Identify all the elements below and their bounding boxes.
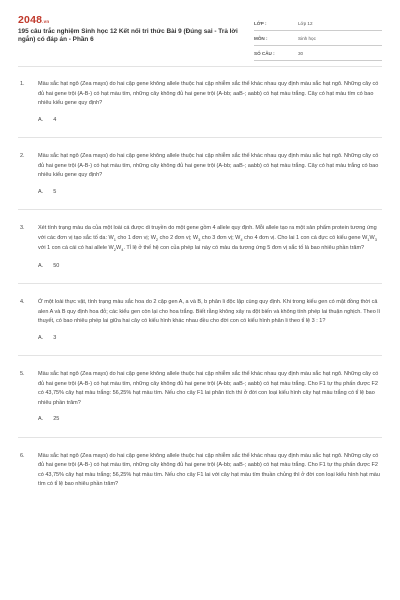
question-answer (38, 262, 382, 272)
meta-row-count (254, 48, 382, 61)
header (18, 8, 382, 60)
answer-label: A. (38, 262, 44, 269)
meta-row-grade (254, 18, 382, 31)
question-answer (38, 334, 382, 344)
document-title: 195 câu trắc nghiệm Sinh học 12 Kết nối tri thức Bài 9 (Đúng sai - Trả lời ngắn) có đáp án - Phần 6 (18, 28, 238, 44)
question-number: 1. (20, 81, 25, 87)
meta-value: Sinh học (298, 36, 316, 41)
question-list (18, 80, 382, 490)
question-text: Ở một loài thực vật, tính trạng màu sắc hoa do 2 cặp gen A, a và B, b phân li độc lập cùng quy định. Khi trong kiểu gen có mặt đồng thời cả alen A và B quy định hoa đỏ; các kiểu gen còn lại cho hoa trắng. Biết rằng không xảy ra đột biến và không tính phép lai thuận nghịch. Theo lí thuyết, có bao nhiêu phép lai giữa hai cây có kiểu hình khác nhau đều cho đời con có kiểu hình phân li theo tỉ lệ 3 : 1? (38, 299, 381, 325)
question-number: 4. (20, 299, 25, 306)
question-item (18, 298, 382, 343)
answer-label: A. (38, 334, 44, 341)
question-item (18, 80, 382, 125)
question-answer (38, 188, 382, 198)
meta-row-subject (254, 33, 382, 46)
question-text: Màu sắc hạt ngô (Zea mays) do hai cặp gene không allele thuộc hai cặp nhiễm sắc thể khác nhau quy định màu sắc hạt ngô. Những cây có đủ hai gene trội (A-B-) có hạt màu tím, những cây không đủ hai gene trội (A-bb; aaB-; aabb) có hạt màu trắng. Cho F1 tự thụ phấn được F2 có 43,75% cây hạt màu trắng: 56,25% hạt màu tím. Nếu cho cây F1 lai phân tích thì ở đời con loại kiểu hình cây hạt màu trắng có tỉ lệ bao nhiêu phần trăm? (38, 371, 379, 406)
answer-label: A. (38, 116, 44, 123)
answer-label: A. (38, 188, 44, 195)
question-divider (18, 283, 382, 284)
question-item (18, 152, 382, 197)
site-logo[interactable]: 2048.vn (18, 14, 50, 26)
question-divider (18, 209, 382, 210)
answer-label: A. (38, 416, 44, 423)
question-divider (18, 137, 382, 138)
question-answer (38, 116, 382, 126)
meta-value: Lớp 12 (298, 21, 313, 26)
meta-value: 30 (298, 51, 304, 56)
question-number: 5. (20, 371, 25, 378)
question-text: Màu sắc hạt ngô (Zea mays) do hai cặp gene không allele thuộc hai cặp nhiễm sắc thể khác nhau quy định màu sắc hạt ngô. Những cây có đủ hai gene trội (A-B-) có hạt màu tím, những cây không đủ hai gene trội (A-bb; aaB-; aabb) có hạt màu trắng. Cây có hạt màu trắng có bao nhiêu kiểu gene quy định? (38, 153, 379, 178)
question-number: 3. (20, 225, 25, 231)
header-divider (18, 66, 382, 67)
question-answer (38, 415, 382, 425)
question-item (18, 452, 382, 490)
question-text: Màu sắc hạt ngô (Zea mays) do hai cặp gene không allele thuộc hai cặp nhiễm sắc thể khác nhau quy định màu sắc hạt ngô. Những cây có đủ hai gene trội (A-B-) có hạt màu tím, những cây không đủ hai gene trội (A-bb; aaB-; aabb) có hạt màu trắng. Cho F1 tự thụ phấn được F2 có 43,75% cây hạt màu trắng; 56,25% hạt màu tím. Nếu cho cây F1 lai với cây hạt màu tím thuần chủng thì ở đời con loại kiểu hình hạt màu tím có tỉ lệ bao nhiêu phần trăm? (38, 452, 380, 488)
question-divider (18, 437, 382, 438)
answer-value: 5 (53, 188, 57, 195)
question-divider (18, 355, 382, 356)
question-number: 2. (20, 153, 25, 159)
answer-value: 4 (53, 116, 57, 123)
meta-info (254, 18, 382, 63)
answer-value: 3 (53, 334, 57, 341)
meta-key: MÔN : (254, 36, 268, 41)
question-number: 6. (20, 452, 25, 459)
question-text: Màu sắc hạt ngô (Zea mays) do hai cặp gene không allele thuộc hai cặp nhiễm sắc thể khác nhau quy định màu sắc hạt ngô. Những cây có đủ hai gene trội (A-B-) có hạt màu tím, những cây không đủ hai gene trội (A-bb; aaB-; aabb) có hạt màu trắng. Cây có hạt màu tím có bao nhiêu kiểu gene quy định? (38, 81, 379, 106)
meta-key: SỐ CÂU : (254, 51, 275, 56)
question-item (18, 370, 382, 425)
question-text: Xét tính trạng màu da của một loài cá được di truyền do một gene gồm 4 allele quy định. Mỗi allele tạo ra một sản phẩm protein tương ứng với các đơn vị tạo sắc tố da: $W_1$ cho 1 đơn vị; $W_2$ cho 2 đơn vị; $W_3$ cho 3 đơn vị; $W_4$ cho 4 đơn vị. Cho lai 1 con cá đực có kiểu gene $W_1W_3$ với 1 con cá cái có hai allele $W_2W_4$. Tỉ lệ ở thế hệ con của phép lai này có màu da tương ứng 5 đơn vị sắc tố là bao nhiêu phần trăm? (38, 225, 377, 253)
meta-key: LỚP : (254, 21, 267, 26)
question-item (18, 224, 382, 271)
answer-value: 50 (53, 262, 60, 269)
answer-value: 25 (53, 416, 60, 423)
